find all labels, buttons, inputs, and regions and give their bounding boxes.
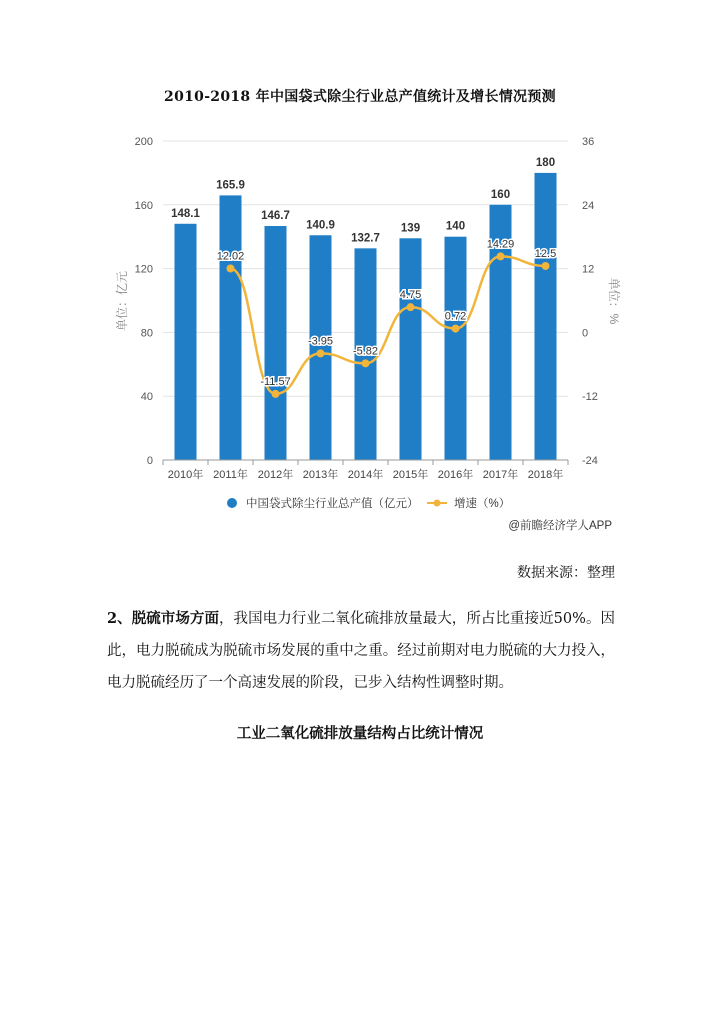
y-right-tick-label: 36 bbox=[582, 136, 595, 148]
x-tick-label: 2015年 bbox=[392, 469, 429, 481]
growth-point bbox=[362, 359, 370, 367]
x-tick-label: 2014年 bbox=[347, 469, 384, 481]
bar-value-label: 140 bbox=[445, 220, 466, 233]
legend-label-line: 增速（%） bbox=[454, 498, 511, 510]
growth-point bbox=[452, 325, 460, 333]
data-source: 数据来源：整理 bbox=[517, 565, 615, 581]
growth-point bbox=[542, 262, 550, 270]
bar-value-label: 140.9 bbox=[306, 219, 335, 232]
y-left-tick-label: 40 bbox=[140, 391, 153, 404]
growth-value-label: 4.75 bbox=[399, 289, 422, 302]
growth-value-label: -3.95 bbox=[307, 335, 334, 348]
bar bbox=[535, 173, 557, 460]
growth-point bbox=[407, 303, 415, 311]
bar bbox=[220, 195, 242, 460]
bar bbox=[400, 238, 422, 460]
bar-value-label: 160 bbox=[490, 188, 511, 201]
y-right-tick-label: -24 bbox=[582, 455, 598, 467]
chart-title: 2010-2018 年中国袋式除尘行业总产值统计及增长情况预测 bbox=[164, 89, 556, 105]
bar-value-label: 148.1 bbox=[171, 207, 200, 220]
bar-value-label: 180 bbox=[535, 156, 556, 169]
growth-value-label: 14.29 bbox=[486, 238, 515, 251]
y-right-tick-label: 12 bbox=[582, 263, 595, 276]
chart-credit: @前瞻经济学人APP bbox=[508, 520, 612, 532]
x-tick-label: 2011年 bbox=[213, 469, 248, 481]
growth-point bbox=[272, 390, 280, 398]
y-right-tick-label: 24 bbox=[582, 199, 595, 212]
paragraph-lead: 2、脱硫市场方面 bbox=[107, 610, 219, 627]
bar bbox=[265, 226, 287, 460]
bar-value-label: 146.7 bbox=[261, 210, 290, 223]
legend-marker-dot bbox=[434, 500, 441, 507]
y-left-tick-label: 120 bbox=[134, 263, 153, 276]
growth-point bbox=[317, 349, 325, 357]
growth-point bbox=[497, 252, 505, 260]
x-tick-label: 2018年 bbox=[527, 469, 564, 481]
body-paragraph bbox=[107, 603, 615, 699]
x-tick-label: 2016年 bbox=[437, 469, 474, 481]
x-tick-label: 2017年 bbox=[482, 469, 519, 481]
legend-label-bar: 中国袋式除尘行业总产值（亿元） bbox=[246, 498, 419, 510]
x-tick-label: 2010年 bbox=[167, 469, 204, 481]
bar bbox=[175, 224, 197, 460]
x-tick-label: 2012年 bbox=[257, 469, 294, 481]
y-left-axis-title: 单位：亿元 bbox=[115, 270, 129, 332]
growth-value-label: 12.02 bbox=[216, 250, 245, 263]
bar-value-label: 132.7 bbox=[351, 232, 380, 245]
y-left-tick-label: 80 bbox=[140, 327, 153, 340]
y-left-tick-label: 200 bbox=[134, 136, 153, 148]
bar-value-label: 165.9 bbox=[216, 179, 245, 192]
y-left-tick-label: 0 bbox=[146, 455, 153, 467]
growth-value-label: -5.82 bbox=[352, 345, 379, 358]
growth-value-label: 12.5 bbox=[534, 247, 557, 260]
section-title: 工业二氧化硫排放量结构占比统计情况 bbox=[236, 725, 484, 742]
paragraph-body: ，我国电力行业二氧化硫排放量最大，所占比重接近50%。因此，电力脱硫成为脱硫市场发展的重中之重。经过前期对电力脱硫的大力投入，电力脱硫经历了一个高速发展的阶段，已步入结构性调整时期。 bbox=[107, 611, 615, 691]
legend-marker-bar bbox=[227, 498, 237, 508]
bar bbox=[307, 235, 334, 460]
bar bbox=[445, 237, 467, 460]
bar-value-label: 139 bbox=[400, 222, 421, 235]
y-left-tick-label: 160 bbox=[134, 199, 153, 212]
y-right-tick-label: 0 bbox=[582, 327, 589, 340]
y-right-axis-title: 单位：% bbox=[607, 277, 621, 325]
growth-value-label: -11.57 bbox=[260, 375, 291, 388]
x-tick-label: 2013年 bbox=[302, 469, 339, 481]
growth-value-label: 0.72 bbox=[444, 310, 467, 323]
y-right-tick-label: -12 bbox=[582, 391, 598, 404]
growth-point bbox=[227, 264, 235, 272]
